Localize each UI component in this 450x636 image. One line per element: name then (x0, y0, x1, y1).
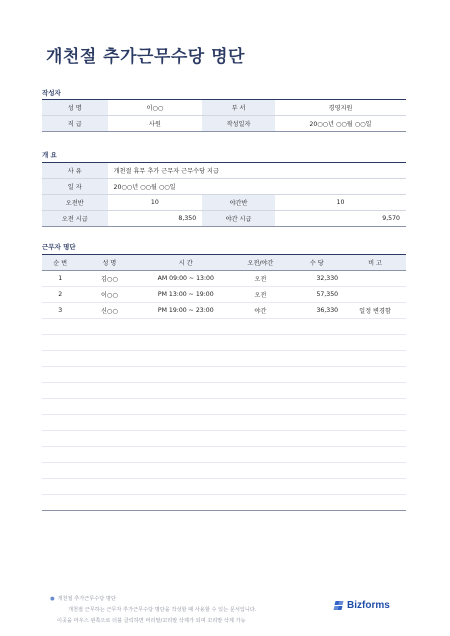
pm-wage-value: 9,570 (275, 211, 406, 227)
work-time: PM 13:00 ~ 19:00 (140, 287, 231, 303)
note (344, 383, 406, 399)
allowance (290, 367, 345, 383)
overview-section-label: 개 요 (42, 151, 57, 159)
allowance: 57,350 (290, 287, 345, 303)
bizforms-logo (334, 600, 390, 611)
worker-name (78, 415, 140, 431)
shift-type: 오전 (231, 271, 289, 287)
worker-name (78, 335, 140, 351)
row-number (42, 351, 78, 367)
roster-header-row (42, 255, 406, 271)
reason-value: 개천절 휴무 추가 근무자 근무수당 지급 (108, 163, 406, 179)
table-row (42, 447, 406, 463)
author-row (42, 116, 406, 132)
worker-name (78, 383, 140, 399)
table-row (42, 335, 406, 351)
table-row (42, 479, 406, 495)
table-row (42, 431, 406, 447)
author-dept-label: 부 서 (202, 100, 275, 116)
allowance (290, 495, 345, 511)
row-number (42, 495, 78, 511)
note (344, 367, 406, 383)
overview-table (42, 162, 406, 227)
page-title: 개천절 추가근무수당 명단 (46, 47, 245, 67)
note (344, 431, 406, 447)
row-number (42, 431, 78, 447)
overview-row (42, 163, 406, 179)
shift-type (231, 431, 289, 447)
pm-shift-value: 10 (275, 195, 406, 211)
row-number (42, 479, 78, 495)
shift-type (231, 335, 289, 351)
roster-section-label: 근무자 명단 (42, 243, 76, 251)
table-row (42, 495, 406, 511)
allowance (290, 335, 345, 351)
pm-wage-label: 야간 시급 (202, 211, 275, 227)
shift-type (231, 399, 289, 415)
table-row (42, 319, 406, 335)
worker-name: 신○○ (78, 303, 140, 319)
am-shift-value: 10 (108, 195, 203, 211)
worker-name (78, 431, 140, 447)
allowance (290, 479, 345, 495)
work-time (140, 447, 231, 463)
allowance: 32,330 (290, 271, 345, 287)
author-dept-value: 경영지원 (275, 100, 406, 116)
pm-shift-label: 야간반 (202, 195, 275, 211)
worker-name (78, 399, 140, 415)
note: 일정 변경함 (344, 303, 406, 319)
note (344, 447, 406, 463)
overview-row (42, 195, 406, 211)
worker-name (78, 351, 140, 367)
bizforms-logo-text: Bizforms (347, 600, 390, 611)
footer-title: 개천절 추가근무수당 명단 (57, 596, 116, 602)
row-number (42, 447, 78, 463)
am-wage-value: 8,350 (108, 211, 203, 227)
table-row (42, 367, 406, 383)
work-time (140, 383, 231, 399)
row-number (42, 319, 78, 335)
work-time (140, 463, 231, 479)
work-time (140, 479, 231, 495)
worker-name (78, 319, 140, 335)
work-time: AM 09:00 ~ 13:00 (140, 271, 231, 287)
work-time (140, 399, 231, 415)
shift-type: 오전 (231, 287, 289, 303)
shift-type (231, 463, 289, 479)
row-number (42, 383, 78, 399)
worker-name: 김○○ (78, 271, 140, 287)
row-number: 1 (42, 271, 78, 287)
footer-hint: 이곳을 마우스 왼쪽으로 더블 클릭하면 머리말/꼬리말 삭제가 되며 꼬리말 삭제 가능 (57, 618, 246, 624)
footer-note (50, 594, 257, 627)
work-time: PM 19:00 ~ 23:00 (140, 303, 231, 319)
note (344, 319, 406, 335)
row-number (42, 399, 78, 415)
work-time (140, 351, 231, 367)
shift-type (231, 383, 289, 399)
note (344, 351, 406, 367)
allowance (290, 431, 345, 447)
col-header-name: 성 명 (78, 255, 140, 271)
work-time (140, 335, 231, 351)
allowance (290, 463, 345, 479)
row-number (42, 463, 78, 479)
note (344, 287, 406, 303)
row-number (42, 415, 78, 431)
bizforms-logo-icon (334, 601, 344, 611)
table-row (42, 303, 406, 319)
row-number: 2 (42, 287, 78, 303)
worker-name (78, 463, 140, 479)
col-header-shift: 오전/야간 (231, 255, 289, 271)
overview-row (42, 211, 406, 227)
author-date-label: 작성일자 (202, 116, 275, 132)
note (344, 335, 406, 351)
author-date-value: 20○○년 ○○월 ○○일 (275, 116, 406, 132)
allowance (290, 351, 345, 367)
am-shift-label: 오전반 (42, 195, 108, 211)
shift-type (231, 495, 289, 511)
allowance (290, 383, 345, 399)
worker-name (78, 495, 140, 511)
work-time (140, 431, 231, 447)
shift-type (231, 447, 289, 463)
col-header-time: 시 간 (140, 255, 231, 271)
row-number (42, 335, 78, 351)
work-time (140, 495, 231, 511)
table-row (42, 271, 406, 287)
table-row (42, 351, 406, 367)
work-time (140, 319, 231, 335)
work-time (140, 415, 231, 431)
date-label: 일 자 (42, 179, 108, 195)
table-row (42, 463, 406, 479)
shift-type (231, 319, 289, 335)
date-value: 20○○년 ○○월 ○○일 (108, 179, 406, 195)
allowance: 36,330 (290, 303, 345, 319)
author-name-label: 성 명 (42, 100, 108, 116)
row-number (42, 367, 78, 383)
reason-label: 사 유 (42, 163, 108, 179)
shift-type (231, 415, 289, 431)
author-name-value: 이○○ (108, 100, 203, 116)
note (344, 495, 406, 511)
shift-type (231, 479, 289, 495)
bullet-icon: ● (50, 596, 55, 602)
col-header-note: 비 고 (344, 255, 406, 271)
note (344, 399, 406, 415)
author-rank-value: 사원 (108, 116, 203, 132)
worker-name (78, 479, 140, 495)
note (344, 463, 406, 479)
author-section-label: 작성자 (42, 89, 61, 97)
worker-name (78, 447, 140, 463)
shift-type (231, 351, 289, 367)
shift-type: 야간 (231, 303, 289, 319)
allowance (290, 319, 345, 335)
note (344, 271, 406, 287)
author-table (42, 99, 406, 132)
footer-description: 개천절 근무하는 근무자 추가근무수당 명단을 작성할 때 사용할 수 있는 문서입니다. (68, 607, 257, 613)
work-time (140, 367, 231, 383)
worker-name: 이○○ (78, 287, 140, 303)
allowance (290, 447, 345, 463)
note (344, 479, 406, 495)
col-header-allowance: 수 당 (290, 255, 345, 271)
row-number: 3 (42, 303, 78, 319)
author-row (42, 100, 406, 116)
table-row (42, 383, 406, 399)
am-wage-label: 오전 시급 (42, 211, 108, 227)
overview-row (42, 179, 406, 195)
allowance (290, 399, 345, 415)
table-row (42, 415, 406, 431)
table-row (42, 287, 406, 303)
roster-table (42, 254, 406, 511)
allowance (290, 415, 345, 431)
author-rank-label: 직 급 (42, 116, 108, 132)
table-row (42, 399, 406, 415)
col-header-no: 순 번 (42, 255, 78, 271)
worker-name (78, 367, 140, 383)
shift-type (231, 367, 289, 383)
note (344, 415, 406, 431)
